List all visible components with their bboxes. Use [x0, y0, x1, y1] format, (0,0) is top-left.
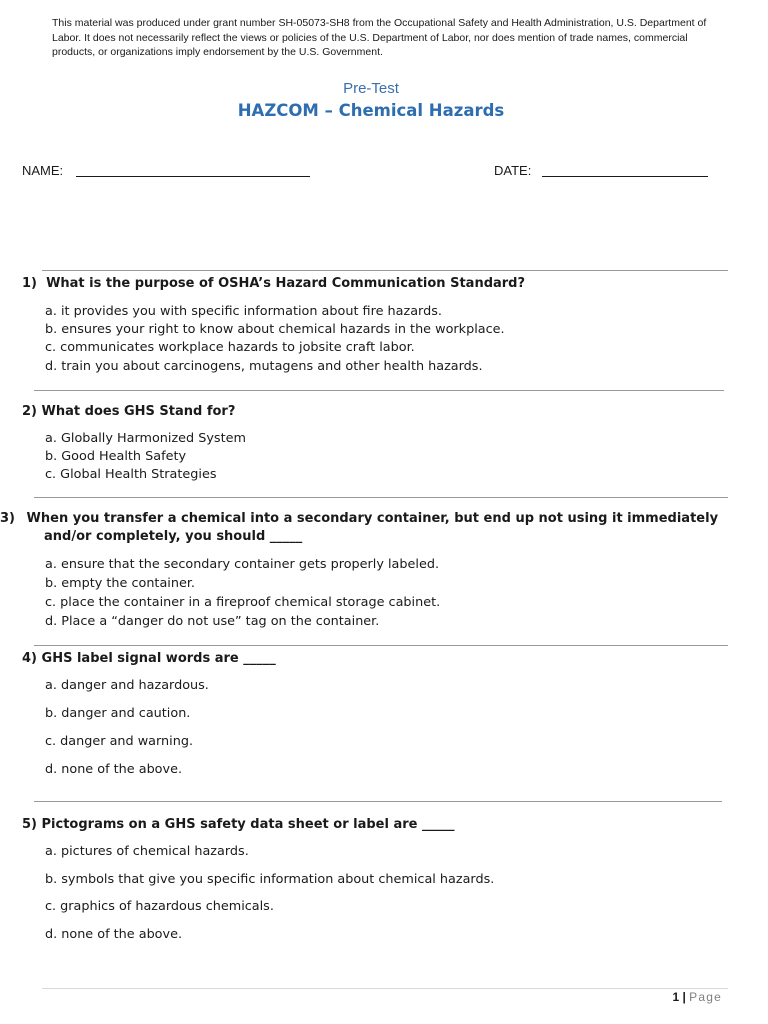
option-2b[interactable]: b. Good Health Safety	[45, 449, 187, 464]
page-word: Page	[689, 990, 722, 1004]
option-4c[interactable]: c. danger and warning.	[45, 734, 194, 749]
divider	[34, 497, 728, 498]
divider	[34, 801, 722, 802]
option-5d[interactable]: d. none of the above.	[45, 927, 183, 942]
option-1a[interactable]: a. it provides you with specific information about fire hazards.	[45, 304, 442, 319]
page-title: HAZCOM – Chemical Hazards	[237, 101, 505, 120]
name-field[interactable]	[76, 176, 310, 177]
page-footer	[672, 990, 722, 1004]
question-number: 4)	[22, 651, 37, 666]
question-3: 3) When you transfer a chemical into a secondary container, but end up not using it immediately and/or completely, you should _____	[0, 511, 719, 544]
question-4	[22, 650, 276, 668]
question-5	[22, 816, 455, 834]
option-5c[interactable]: c. graphics of hazardous chemicals.	[45, 899, 274, 914]
divider	[34, 645, 728, 646]
page-number: 1	[672, 990, 680, 1004]
question-text: What does GHS Stand for?	[41, 404, 236, 419]
option-3b[interactable]: b. empty the container.	[45, 576, 195, 591]
option-3c[interactable]: c. place the container in a fireproof chemical storage cabinet.	[45, 595, 441, 610]
name-label: NAME:	[22, 163, 64, 178]
pretest-label: Pre-Test	[343, 80, 399, 97]
option-3d[interactable]: d. Place a “danger do not use” tag on the container.	[45, 614, 380, 629]
question-number: 1)	[22, 276, 37, 291]
page-separator: |	[682, 990, 686, 1004]
question-number: 5)	[22, 817, 37, 832]
question-2	[22, 403, 235, 421]
option-1d[interactable]: d. train you about carcinogens, mutagens and other health hazards.	[45, 359, 483, 374]
question-number: 2)	[22, 404, 37, 419]
option-4a[interactable]: a. danger and hazardous.	[45, 678, 209, 693]
option-2c[interactable]: c. Global Health Strategies	[45, 467, 217, 482]
option-4b[interactable]: b. danger and caution.	[45, 706, 191, 721]
question-1	[22, 275, 525, 293]
question-text: What is the purpose of OSHA’s Hazard Communication Standard?	[46, 276, 526, 291]
divider	[42, 270, 728, 271]
option-1b[interactable]: b. ensures your right to know about chemical hazards in the workplace.	[45, 322, 505, 337]
option-1c[interactable]: c. communicates workplace hazards to jobsite craft labor.	[45, 340, 415, 355]
grant-disclaimer: This material was produced under grant number SH-05073-SH8 from the Occupational Safety and Health Administration, U.S. Department of Labor. It does not necessarily reflect the views or policies of the U.S. Department of Labor, nor does mention of trade names, commercial products, or organizations imply endorsement by the U.S. Government.	[52, 17, 707, 58]
option-3a[interactable]: a. ensure that the secondary container gets properly labeled.	[45, 557, 440, 572]
question-text: When you transfer a chemical into a secondary container, but end up not using it immediately and/or completely, you should _____	[26, 511, 719, 544]
option-2a[interactable]: a. Globally Harmonized System	[45, 431, 246, 446]
option-5b[interactable]: b. symbols that give you specific information about chemical hazards.	[45, 872, 495, 887]
footer-divider	[42, 988, 728, 989]
date-label: DATE:	[494, 163, 532, 178]
question-text: GHS label signal words are _____	[41, 651, 276, 666]
divider	[34, 390, 724, 391]
option-4d[interactable]: d. none of the above.	[45, 762, 183, 777]
option-5a[interactable]: a. pictures of chemical hazards.	[45, 844, 249, 859]
question-text: Pictograms on a GHS safety data sheet or label are _____	[41, 817, 455, 832]
date-field[interactable]	[542, 176, 708, 177]
